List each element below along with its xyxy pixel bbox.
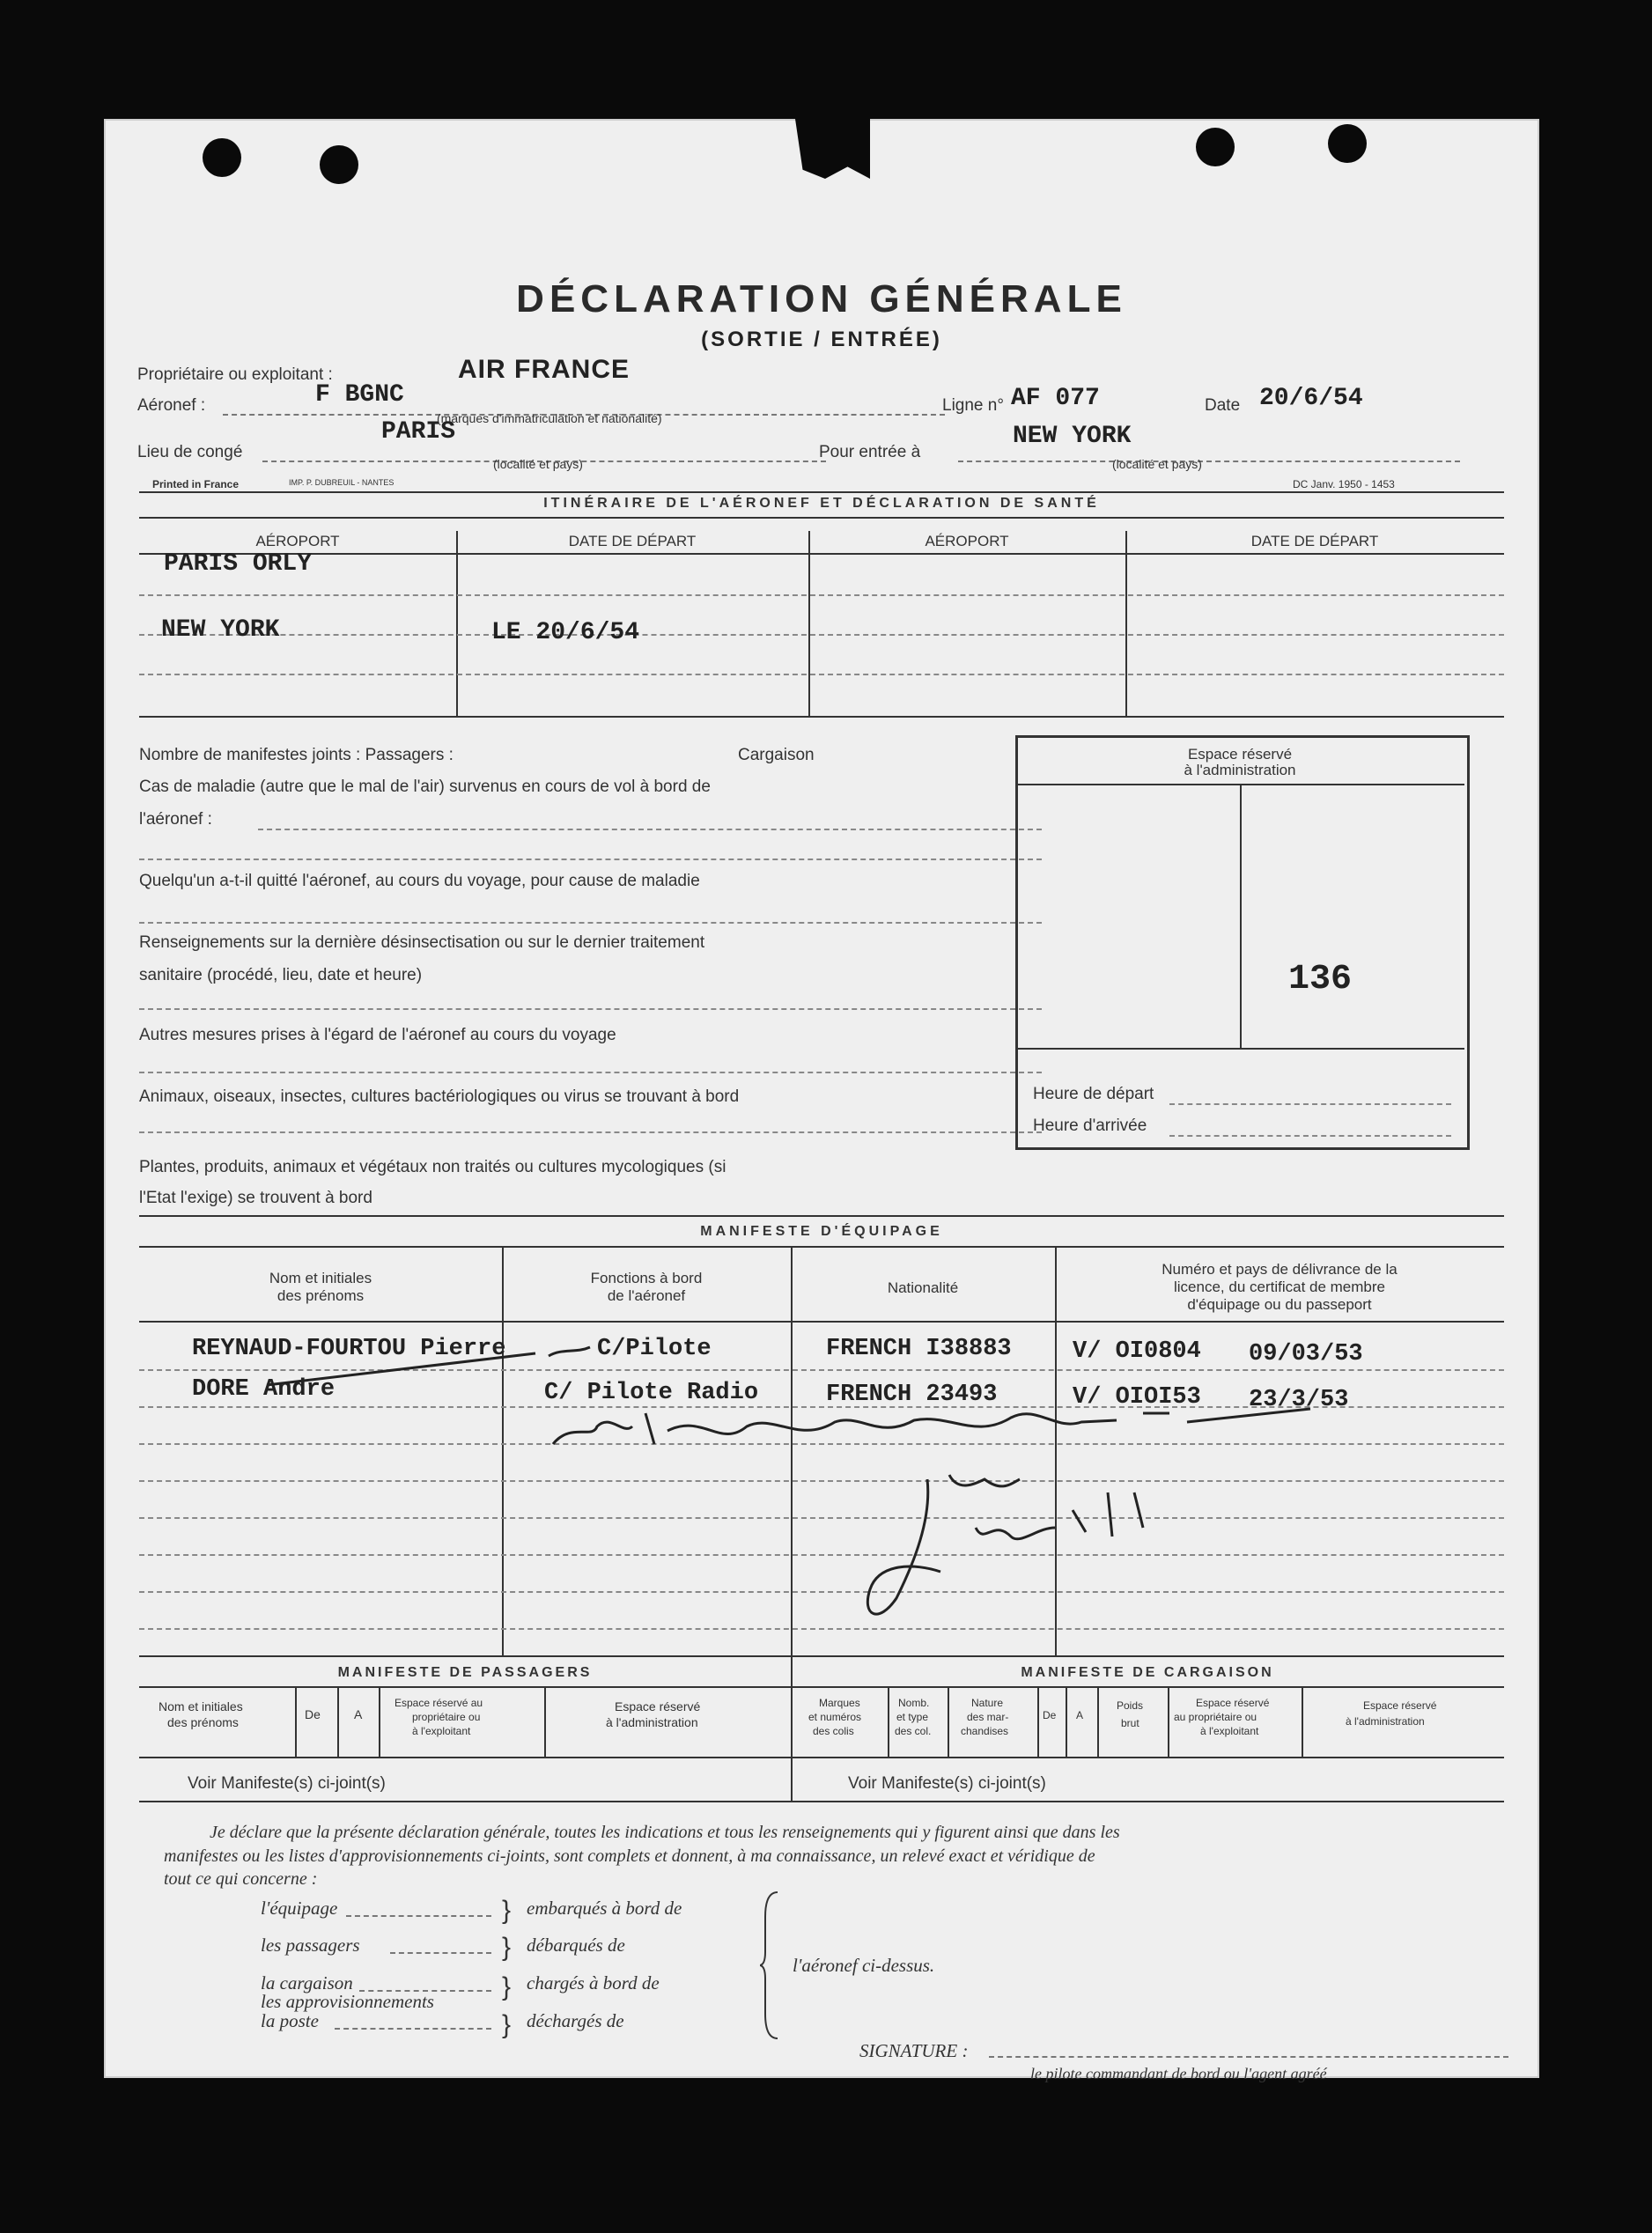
decl-mail: la poste xyxy=(261,2010,319,2031)
plants-label-2: l'Etat l'exige) se trouvent à bord xyxy=(139,1189,372,1207)
col-divider xyxy=(1066,1686,1067,1757)
printed-in: Printed in France xyxy=(152,478,240,490)
departure-label: Lieu de congé xyxy=(137,443,243,461)
crew-license-date: 09/03/53 xyxy=(1249,1341,1363,1367)
decl-load: chargés à bord de xyxy=(527,1972,660,1993)
crew-col-func: Fonctions à bord xyxy=(590,1270,703,1286)
cargo-col-owner: Espace réservé xyxy=(1196,1697,1270,1709)
plants-label: Plantes, produits, animaux et végétaux non traités ou cultures mycologiques (si xyxy=(139,1158,726,1176)
col-divider xyxy=(544,1686,546,1757)
passenger-title: MANIFESTE DE PASSAGERS xyxy=(337,1665,593,1680)
col-divider xyxy=(337,1686,339,1757)
entry-label: Pour entrée à xyxy=(819,443,921,461)
disinsect-label: Renseignements sur la dernière désinsectisation ou sur le dernier traitement xyxy=(139,933,705,952)
cargo-col-marks-3: des colis xyxy=(813,1725,854,1737)
cargo-col-admin: Espace réservé xyxy=(1363,1699,1437,1712)
crew-col-lic-2: licence, du certificat de membre xyxy=(1174,1279,1385,1295)
col-divider xyxy=(1097,1686,1099,1757)
measures-label: Autres mesures prises à l'égard de l'aéronef au cours du voyage xyxy=(139,1026,616,1044)
pax-col-name: Nom et initiales xyxy=(159,1699,243,1713)
cargo-col-nature-3: chandises xyxy=(961,1725,1009,1737)
signature-line xyxy=(989,2056,1508,2058)
declaration-text-3: tout ce qui concerne : xyxy=(164,1869,318,1889)
brace: } xyxy=(502,1933,512,1962)
cargo-col-to: A xyxy=(1076,1709,1084,1721)
decl-cargo: la cargaison xyxy=(261,1972,353,1993)
decl-pax: les passagers xyxy=(261,1935,360,1956)
crew-col-lic: Numéro et pays de délivrance de la xyxy=(1162,1261,1398,1278)
cargo-col-owner-2: au propriétaire ou xyxy=(1174,1711,1257,1723)
pax-col-owner-3: à l'exploitant xyxy=(412,1725,471,1737)
crew-license-date: 23/3/53 xyxy=(1249,1387,1349,1413)
col-airport2: AÉROPORT xyxy=(925,533,1009,549)
cargo-see-manifest: Voir Manifeste(s) ci-joint(s) xyxy=(848,1774,1046,1793)
itinerary-date-2: LE 20/6/54 xyxy=(491,619,640,646)
decl-crew: l'équipage xyxy=(261,1898,338,1919)
disinsect-label-2: sanitaire (procédé, lieu, date et heure) xyxy=(139,966,423,984)
decl-dots xyxy=(335,2028,491,2030)
entry-note: (localité et pays) xyxy=(1112,457,1202,471)
crew-license: V/ OI0804 xyxy=(1073,1338,1201,1365)
cargo-col-number-3: des col. xyxy=(895,1725,932,1737)
crew-function: C/ Pilote Radio xyxy=(544,1380,759,1406)
aircraft-label: Aéronef : xyxy=(137,396,206,415)
left-aircraft-label: Quelqu'un a-t-il quitté l'aéronef, au cours du voyage, pour cause de maladie xyxy=(139,872,700,890)
pax-col-owner: Espace réservé au xyxy=(395,1697,483,1709)
manifests-label: Nombre de manifestes joints : Passagers : xyxy=(139,746,454,764)
form-code: DC Janv. 1950 - 1453 xyxy=(1293,478,1395,490)
animals-label: Animaux, oiseaux, insectes, cultures bactériologiques ou virus se trouvant à bord xyxy=(139,1087,740,1106)
crew-title: MANIFESTE D'ÉQUIPAGE xyxy=(700,1224,943,1239)
crew-col-name: Nom et initiales xyxy=(269,1270,372,1286)
cargo-col-number: Nomb. xyxy=(898,1697,930,1709)
crew-nationality: FRENCH 23493 xyxy=(826,1382,998,1408)
decl-aircraft: l'aéronef ci-dessus. xyxy=(793,1955,935,1976)
pax-col-name-2: des prénoms xyxy=(167,1715,239,1729)
crew-function: C/Pilote xyxy=(597,1336,712,1362)
brace: } xyxy=(502,1896,512,1925)
decl-unload: déchargés de xyxy=(527,2010,624,2031)
admin-title-2: à l'administration xyxy=(1184,762,1296,778)
printer: IMP. P. DUBREUIL - NANTES xyxy=(289,478,395,487)
decl-supplies: les approvisionnements xyxy=(261,1991,434,2012)
date-value: 20/6/54 xyxy=(1259,385,1363,412)
cargo-col-admin-2: à l'administration xyxy=(1346,1715,1425,1728)
rule xyxy=(139,1686,1504,1688)
brace: } xyxy=(502,2010,512,2039)
rule xyxy=(139,1655,1504,1657)
signature-label: SIGNATURE : xyxy=(859,2040,969,2061)
document-subtitle: (SORTIE / ENTRÉE) xyxy=(701,328,942,351)
itinerary-title: ITINÉRAIRE DE L'AÉRONEF ET DÉCLARATION DE SANTÉ xyxy=(543,496,1100,511)
owner-label: Propriétaire ou exploitant : xyxy=(137,365,333,384)
crew-col-nat: Nationalité xyxy=(887,1279,959,1296)
pax-col-to: A xyxy=(354,1707,363,1721)
departure-value: PARIS xyxy=(381,418,456,446)
date-label: Date xyxy=(1205,396,1241,415)
pax-see-manifest: Voir Manifeste(s) ci-joint(s) xyxy=(188,1774,386,1793)
crew-nationality: FRENCH I38883 xyxy=(826,1336,1012,1362)
crew-license: V/ OIOI53 xyxy=(1073,1384,1201,1411)
pax-col-owner-2: propriétaire ou xyxy=(412,1711,481,1723)
rule xyxy=(139,1757,1504,1758)
crew-name: DORE Andre xyxy=(192,1376,336,1403)
col-airport: AÉROPORT xyxy=(255,533,340,549)
cargo-col-nature: Nature xyxy=(971,1697,1004,1709)
crew-col-name-2: des prénoms xyxy=(277,1287,365,1304)
cargo-col-number-2: et type xyxy=(896,1711,929,1723)
cargo-col-owner-3: à l'exploitant xyxy=(1200,1725,1259,1737)
declaration-text-2: manifestes ou les listes d'approvisionnements ci-joints, sont complets et donnent, à ma connaissance, un relevé exact et véridique de xyxy=(164,1846,1095,1866)
decl-dots xyxy=(390,1952,491,1954)
crew-col-func-2: de l'aéronef xyxy=(607,1287,686,1304)
departure-time-label: Heure de départ xyxy=(1033,1085,1154,1103)
cargo-col-weight-2: brut xyxy=(1121,1717,1139,1729)
illness-label: Cas de maladie (autre que le mal de l'air) survenus en cours de vol à bord de xyxy=(139,777,711,796)
col-divider xyxy=(379,1686,380,1757)
pax-col-admin: Espace réservé xyxy=(615,1699,701,1713)
itinerary-airport-2: NEW YORK xyxy=(161,616,280,644)
document-page xyxy=(104,119,1539,2082)
decl-embark: embarqués à bord de xyxy=(527,1898,682,1919)
admin-title: Espace réservé xyxy=(1187,746,1293,763)
rule xyxy=(139,1801,1504,1802)
aircraft-note: (marques d'immatriculation et nationalité) xyxy=(437,411,662,425)
line-label: Ligne n° xyxy=(942,396,1004,415)
decl-dots xyxy=(346,1915,491,1917)
line-value: AF 077 xyxy=(1011,385,1100,412)
brace: } xyxy=(502,1972,512,2001)
col-divider xyxy=(295,1686,297,1757)
col-divider xyxy=(888,1686,889,1757)
cargo-title: MANIFESTE DE CARGAISON xyxy=(1021,1665,1274,1680)
cargo-col-from: De xyxy=(1043,1709,1057,1721)
cargo-col-marks: Marques xyxy=(819,1697,860,1709)
cargo-label: Cargaison xyxy=(738,746,815,764)
col-divider xyxy=(948,1686,949,1757)
decl-disembark: débarqués de xyxy=(527,1935,625,1956)
signer-caption: le pilote commandant de bord ou l'agent agréé xyxy=(1030,2065,1327,2082)
document-title: DÉCLARATION GÉNÉRALE xyxy=(516,277,1127,321)
aircraft-value: F BGNC xyxy=(315,381,404,409)
col-date: DATE DE DÉPART xyxy=(568,533,697,549)
brace-large xyxy=(760,1890,786,2040)
cargo-col-marks-2: et numéros xyxy=(808,1711,862,1723)
col-divider xyxy=(1037,1686,1039,1757)
arrival-time-label: Heure d'arrivée xyxy=(1033,1116,1147,1135)
col-date2: DATE DE DÉPART xyxy=(1250,533,1379,549)
col-divider xyxy=(1168,1686,1169,1757)
owner-value: AIR FRANCE xyxy=(458,355,630,384)
declaration-text: Je déclare que la présente déclaration générale, toutes les indications et tous les renseignements qui y figurent ainsi que dans les xyxy=(210,1823,1120,1842)
entry-value: NEW YORK xyxy=(1013,423,1132,450)
crew-col-lic-3: d'équipage ou du passeport xyxy=(1187,1296,1372,1313)
col-divider xyxy=(1302,1686,1303,1757)
cargo-col-nature-2: des mar- xyxy=(967,1711,1009,1723)
pax-col-admin-2: à l'administration xyxy=(606,1715,698,1729)
cargo-col-weight: Poids xyxy=(1117,1699,1144,1712)
departure-note: (localité et pays) xyxy=(493,457,583,471)
admin-number: 136 xyxy=(1288,960,1353,999)
pax-col-from: De xyxy=(305,1707,321,1721)
crew-name: REYNAUD-FOURTOU Pierre xyxy=(192,1336,506,1362)
itinerary-airport-1: PARIS ORLY xyxy=(164,550,313,578)
illness-label-2: l'aéronef : xyxy=(139,810,212,829)
